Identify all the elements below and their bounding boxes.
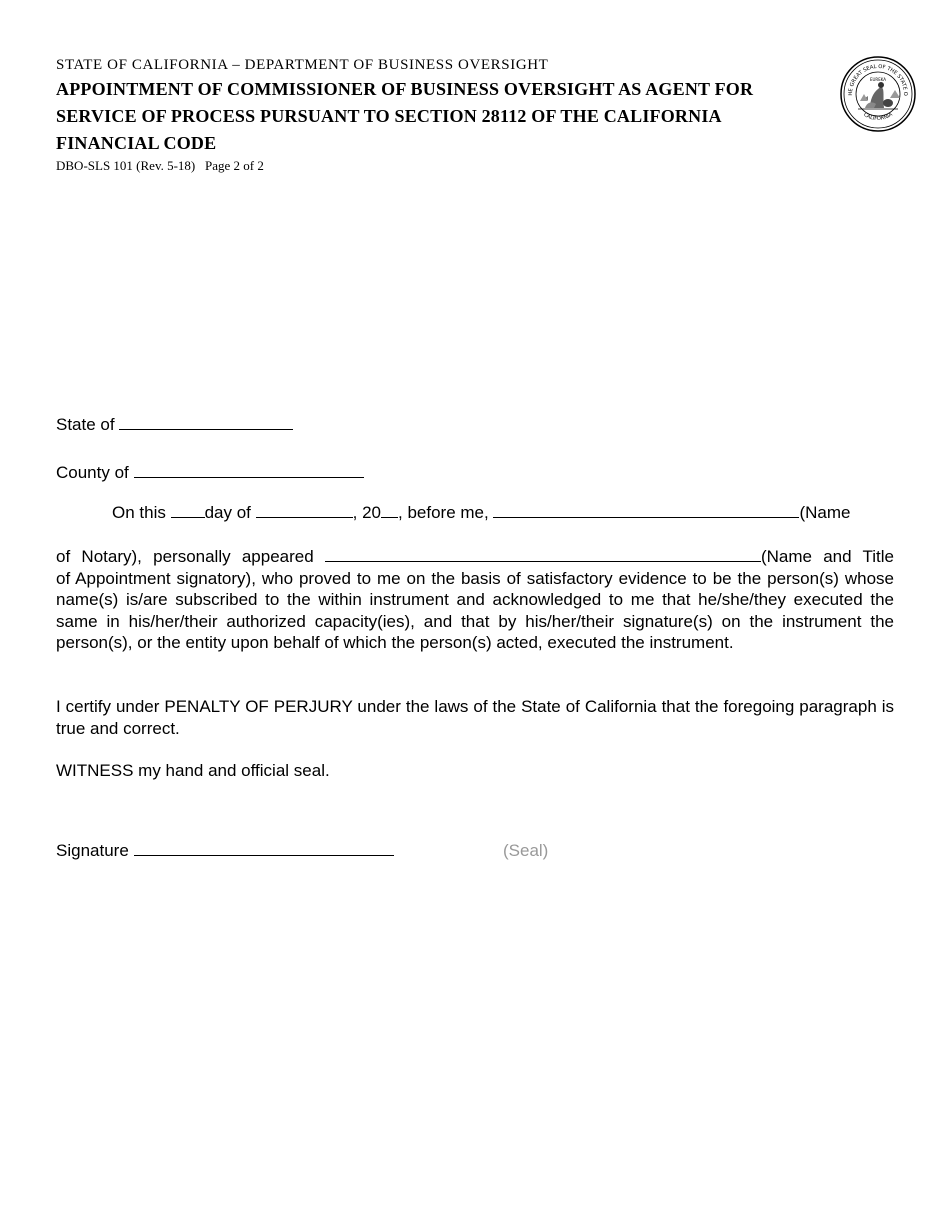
state-blank[interactable] (119, 415, 293, 430)
witness-text: WITNESS my hand and official seal. (56, 761, 330, 780)
name-title-text: (Name and Title (760, 547, 894, 566)
signature-label: Signature (56, 841, 129, 860)
state-of-label: State of (56, 415, 115, 434)
day-blank[interactable] (171, 503, 205, 518)
notary-name-blank[interactable] (493, 503, 799, 518)
california-state-seal (840, 56, 916, 132)
county-of-label: County of (56, 463, 129, 482)
year-prefix-text: , 20 (352, 503, 381, 522)
on-this-text: On this (112, 503, 166, 522)
before-me-text: , before me, (398, 503, 489, 522)
day-of-text: day of (204, 503, 251, 522)
month-blank[interactable] (256, 503, 353, 518)
signature-blank[interactable] (134, 841, 394, 856)
seal-text-top: HE GREAT SEAL OF THE STATE O (847, 63, 909, 96)
form-title: APPOINTMENT OF COMMISSIONER OF BUSINESS OVERSIGHT AS AGENT FOR SERVICE OF PROCESS PURSUANT TO SECTION 28112 OF THE CALIFORNIA FINANCIAL CODE (56, 79, 754, 153)
appeared-line (56, 546, 894, 568)
certify-paragraph: I certify under PENALTY OF PERJURY under the laws of the State of California that the foregoing paragraph is true and correct. (56, 697, 894, 738)
county-of-field (56, 463, 364, 483)
form-identifier (56, 158, 264, 174)
seal-placeholder: (Seal) (503, 841, 549, 860)
acknowledgment-paragraph (56, 546, 894, 654)
year-blank[interactable] (381, 503, 398, 518)
form-number: DBO-SLS 101 (Rev. 5-18) (56, 158, 196, 173)
page-number: Page 2 of 2 (205, 158, 264, 173)
notary-intro-line (112, 503, 850, 523)
state-of-field (56, 415, 293, 435)
seal-text-bottom: CALIFORNIA (862, 111, 894, 123)
county-blank[interactable] (134, 463, 364, 478)
name-label-text: (Name (799, 503, 851, 522)
appeared-lead-text: of Notary), personally appeared (56, 547, 314, 566)
agency-heading: STATE OF CALIFORNIA – DEPARTMENT OF BUSINESS OVERSIGHT (56, 57, 549, 73)
signature-field (56, 841, 394, 861)
acknowledgment-text: of Appointment signatory), who proved to me on the basis of satisfactory evidence to be the person(s) whose name(s) is/are subscribed to the within instrument and acknowledged to me that he/she/they executed the same in his/her/their authorized capacity(ies), and that by his/her/their signature(s) on the instrument the person(s), or the entity upon behalf of which the person(s) acted, executed the instrument. (56, 568, 894, 652)
seal-motto: EUREKA (869, 77, 887, 82)
signatory-name-blank[interactable] (325, 547, 761, 562)
